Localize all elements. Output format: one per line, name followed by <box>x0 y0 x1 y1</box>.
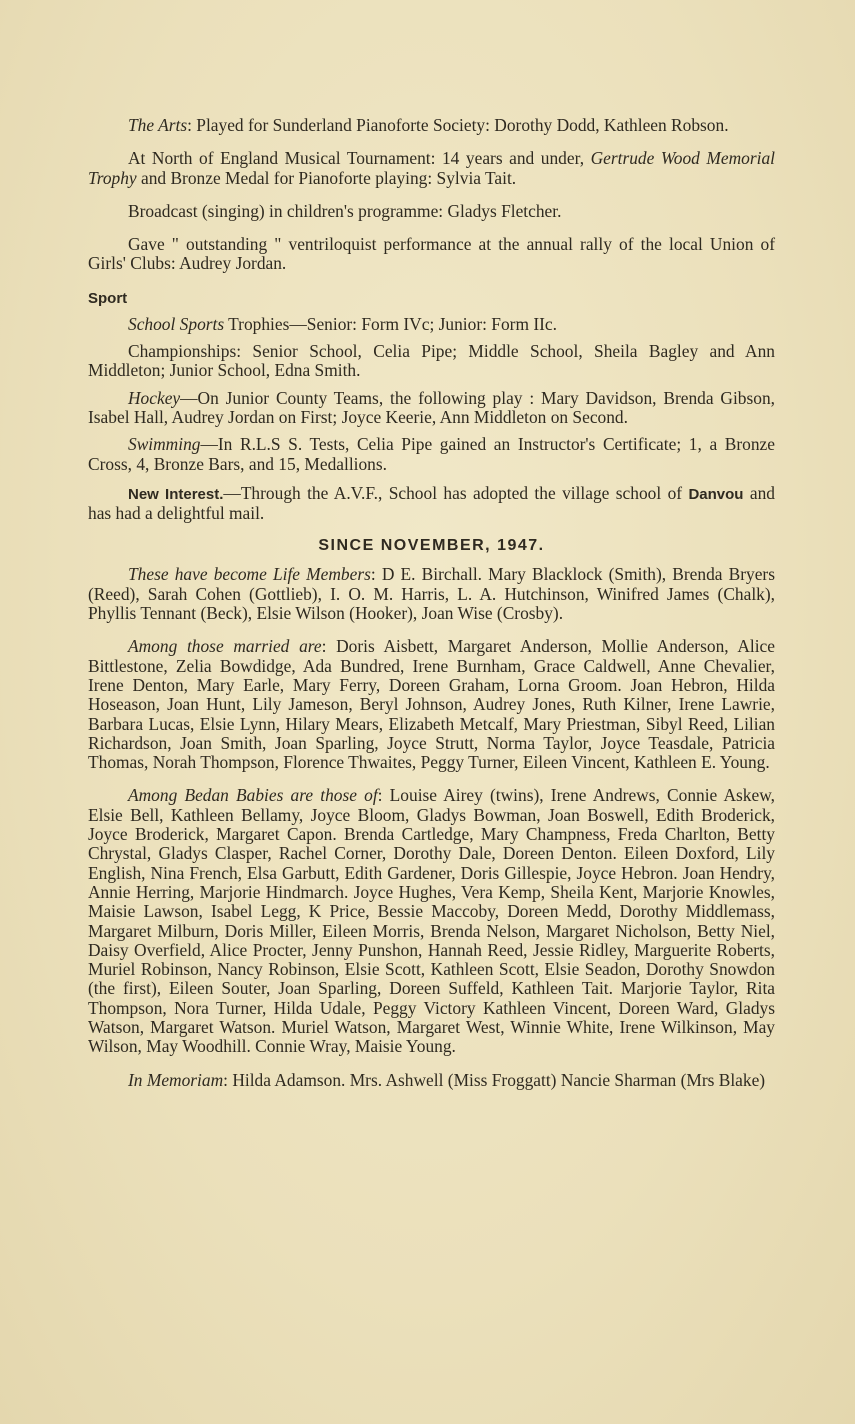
arts-text-2a: At North of England Musical Tournament: 14 years and under, <box>128 148 591 169</box>
memoriam-lead: In Memoriam <box>128 1069 224 1090</box>
since-november-heading: SINCE NOVEMBER, 1947. <box>318 537 545 555</box>
new-interest-text: —Through the A.V.F., School has adopted the village school of <box>223 482 689 503</box>
babies-lead: Among Bedan Babies are those of <box>128 785 378 806</box>
married-paragraph <box>88 637 775 772</box>
arts-text-2b: and Bronze Medal for Pianoforte playing: Sylvia Tait. <box>136 167 517 188</box>
hockey-lead: Hockey <box>128 387 181 408</box>
arts-text-1: : Played for Sunderland Pianoforte Society: Dorothy Dodd, Kathleen Robson. <box>187 115 729 135</box>
sport-text-1: Trophies—Senior: Form IVc; Junior: Form IIc. <box>224 313 557 334</box>
arts-lead: The Arts <box>128 115 188 135</box>
life-members-list: : D E. Birchall. Mary Blacklock (Smith), Brenda Bryers (Reed), Sarah Cohen (Gottlieb), I. O. M. Harris, L. A. Hutchinson, Winifred James (Chalk), Phyllis Tennant (Beck), Elsie Wilson (Hooker), Joan Wise (Crosby). <box>88 564 775 624</box>
arts-paragraph-3: Broadcast (singing) in children's programme: Gladys Fletcher. <box>128 200 562 221</box>
swimming-lead: Swimming <box>128 434 201 455</box>
new-interest-text-2: and has had a delightful mail. <box>88 482 775 524</box>
arts-paragraph-2 <box>88 149 775 188</box>
married-list: : Doris Aisbett, Margaret Anderson, Mollie Anderson, Alice Bittlestone, Zelia Bowdidge, Ada Bundred, Irene Burnham, Grace Caldwell, Anne Chevalier, Irene Denton, Mary Earle, Mary Ferry, Doreen Graham, Lorna Groom. Joan Hebron, Hilda Hoseason, Joan Hunt, Lily Jameson, Beryl Johnson, Audrey Jones, Ruth Kilner, Irene Lawrie, Barbara Lucas, Elsie Lynn, Hilary Mears, Elizabeth Metcalf, Mary Priestman, Sibyl Reed, Lilian Richardson, Joan Smith, Joan Sparling, Joyce Strutt, Norma Taylor, Joyce Teasdale, Patricia Thomas, Norah Thompson, Florence Thwaites, Peggy Turner, Eileen Vincent, Kathleen E. Young. <box>88 636 775 773</box>
sport-paragraph-4 <box>88 435 775 474</box>
sport-paragraph-3 <box>88 389 775 428</box>
arts-section <box>88 116 775 274</box>
sport-heading: Sport <box>88 289 128 307</box>
trophy-name: Gertrude Wood Memorial Trophy <box>88 148 775 188</box>
life-members-lead: These have become Life Members <box>128 564 371 585</box>
babies-list: : Louise Airey (twins), Irene Andrews, Connie Askew, Elsie Bell, Kathleen Bellamy, Joyce Bloom, Gladys Bowman, Joan Boswell, Edith Broderick, Joyce Broderick, Margaret Capon. Brenda Cartledge, Mary Champness, Freda Charlton, Betty Chrystal, Gladys Clasper, Rachel Corner, Dorothy Dale, Doreen Denton. Eileen Doxford, Lily English, Nina French, Elsa Garbutt, Edith Gardener, Doris Gillespie, Joyce Hebron. Joan Hendry, Annie Herring, Marjorie Hindmarch. Joyce Hughes, Vera Kemp, Sheila Kent, Marjorie Knowles, Maisie Lawson, Isabel Legg, K Price, Bessie Maccoby, Doreen Medd, Dorothy Middlemass, Margaret Milburn, Doris Miller, Eileen Morris, Brenda Nelson, Margaret Nicholson, Betty Niel, Daisy Overfield, Alice Procter, Jenny Punshon, Hannah Reed, Jessie Ridley, Marguerite Roberts, Muriel Robinson, Nancy Robinson, Elsie Scott, Kathleen Scott, Elsie Seadon, Dorothy Snowdon (the first), Eileen Souter, Joan Sparling, Doreen Suffeld, Kathleen Tait. Marjorie Taylor, Rita Thompson, Nora Turner, Hilda Udale, Peggy Victory Kathleen Vincent, Doreen Ward, Gladys Watson, Margaret Watson. Muriel Watson, Margaret West, Winnie White, Irene Wilkinson, May Wilson, May Woodhill. Connie Wray, Maisie Young. <box>88 785 775 1057</box>
sport-text-4: —In R.L.S S. Tests, Celia Pipe gained an Instructor's Certificate; 1, a Bronze Cross, 4, Bronze Bars, and 15, Medallions. <box>88 434 775 474</box>
village-name: Danvou <box>688 485 744 503</box>
memoriam-paragraph <box>88 1071 775 1090</box>
school-sports-lead: School Sports <box>128 313 225 334</box>
arts-paragraph-1 <box>88 116 775 135</box>
sport-paragraph-1 <box>88 315 775 334</box>
sport-text-3: —On Junior County Teams, the following play : Mary Davidson, Brenda Gibson, Isabel Hall, Audrey Jordan on First; Joyce Keerie, Ann Middleton on Second. <box>88 387 775 427</box>
life-members-paragraph <box>88 565 775 623</box>
babies-paragraph <box>88 786 775 1056</box>
arts-paragraph-4: Gave " outstanding " ventriloquist performance at the annual rally of the local Union of Girls' Clubs: Audrey Jordan. <box>88 234 775 274</box>
married-lead: Among those married are <box>128 636 322 657</box>
sport-section <box>88 315 775 474</box>
sport-paragraph-2: Championships: Senior School, Celia Pipe; Middle School, Sheila Bagley and Ann Middleton; Junior School, Edna Smith. <box>88 341 775 381</box>
memoriam-list: : Hilda Adamson. Mrs. Ashwell (Miss Froggatt) Nancie Sharman (Mrs Blake) <box>223 1069 766 1090</box>
new-interest-paragraph <box>88 484 775 524</box>
new-interest-lead: New Interest. <box>128 485 224 503</box>
